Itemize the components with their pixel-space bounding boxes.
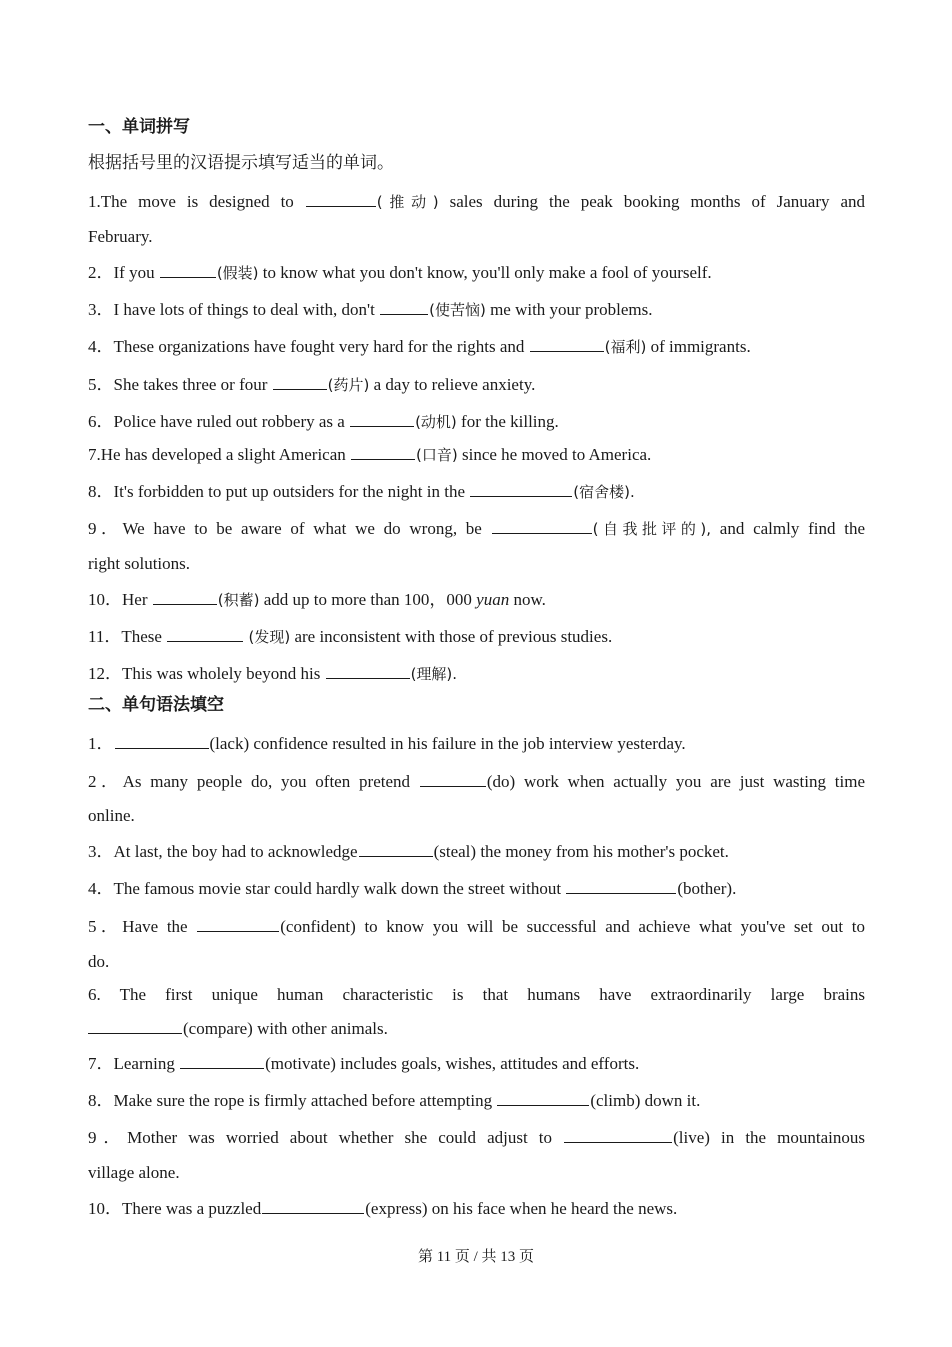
s1-item-4: 4．These organizations have fought very hard for the rights and (福利) of immigrants. [88,337,751,356]
s1-item-10: 10．Her (积蓄) add up to more than 100，000 yuan now. [88,590,546,609]
s2-item-3: 3．At last, the boy had to acknowledge (steal) the money from his mother's pocket. [88,842,729,861]
answer-blank[interactable] [470,481,572,497]
s1-item-12: 12．This was wholely beyond his (理解). [88,664,458,683]
answer-blank[interactable] [115,733,209,749]
answer-blank[interactable] [351,444,415,460]
answer-blank[interactable] [153,589,217,605]
s1-item-7: 7.He has developed a slight American (口音) since he moved to America. [88,445,652,464]
s1-item-6: 6．Police have ruled out robbery as a (动机) for the killing. [88,412,559,431]
s2-item-6: 6. The first unique human characteristic is that humans have extraordinarily large brains [88,985,865,1004]
answer-blank[interactable] [262,1198,364,1214]
section1-title: 一、单词拼写 [88,117,190,136]
s2-item-4: 4．The famous movie star could hardly walk down the street without (bother). [88,879,737,898]
answer-blank[interactable] [350,411,414,427]
answer-blank[interactable] [88,1018,182,1034]
s2-item-2: 2．As many people do, you often pretend (do) work when actually you are just wasting time [88,772,865,791]
answer-blank[interactable] [566,878,676,894]
s2-item-7: 7．Learning (motivate) includes goals, wishes, attitudes and efforts. [88,1054,640,1073]
answer-blank[interactable] [492,518,592,534]
s2-item-5: 5．Have the (confident) to know you will be successful and achieve what you've set out to [88,917,866,936]
section1-instruction: 根据括号里的汉语提示填写适当的单词。 [88,153,394,172]
s1-item-9-cont: right solutions. [88,554,191,573]
s1-item-1: 1.The move is designed to (推动) sales during the peak booking months of January and [88,192,865,211]
answer-blank[interactable] [197,916,279,932]
answer-blank[interactable] [326,663,410,679]
s2-item-2-cont: online. [88,806,135,825]
s1-item-9: 9．We have to be aware of what we do wrong, be (自我批评的), and calmly find the [88,519,865,538]
s2-item-8: 8．Make sure the rope is firmly attached before attempting (climb) down it. [88,1091,701,1110]
s1-item-1-cont: February. [88,227,153,246]
answer-blank[interactable] [530,336,604,352]
s2-item-1: 1． (lack) confidence resulted in his failure in the job interview yesterday. [88,734,686,753]
answer-blank[interactable] [180,1053,264,1069]
answer-blank[interactable] [167,626,243,642]
answer-blank[interactable] [564,1127,672,1143]
answer-blank[interactable] [359,841,433,857]
answer-blank[interactable] [306,191,376,207]
s2-item-6-cont: (compare) with other animals. [88,1018,388,1039]
answer-blank[interactable] [497,1090,589,1106]
section2-title: 二、单句语法填空 [88,695,224,714]
s2-item-9-cont: village alone. [88,1163,180,1182]
s1-item-2: 2．If you (假装) to know what you don't know, you'll only make a fool of yourself. [88,263,712,282]
page-footer: 第 11 页 / 共 13 页 [417,1249,535,1265]
s2-item-10: 10．There was a puzzled (express) on his face when he heard the news. [88,1199,678,1218]
answer-blank[interactable] [273,374,327,390]
answer-blank[interactable] [420,771,486,787]
s1-item-8: 8．It's forbidden to put up outsiders for the night in the (宿舍楼). [88,482,635,501]
s1-item-3: 3．I have lots of things to deal with, don't (使苦恼) me with your problems. [88,300,653,319]
s2-item-9: 9．Mother was worried about whether she could adjust to (live) in the mountainous [88,1128,866,1147]
answer-blank[interactable] [380,299,428,315]
s1-item-11: 11．These (发现) are inconsistent with those of previous studies. [88,627,613,646]
answer-blank[interactable] [160,262,216,278]
s2-item-5-cont: do. [88,952,110,971]
s1-item-5: 5．She takes three or four (药片) a day to relieve anxiety. [88,375,536,394]
